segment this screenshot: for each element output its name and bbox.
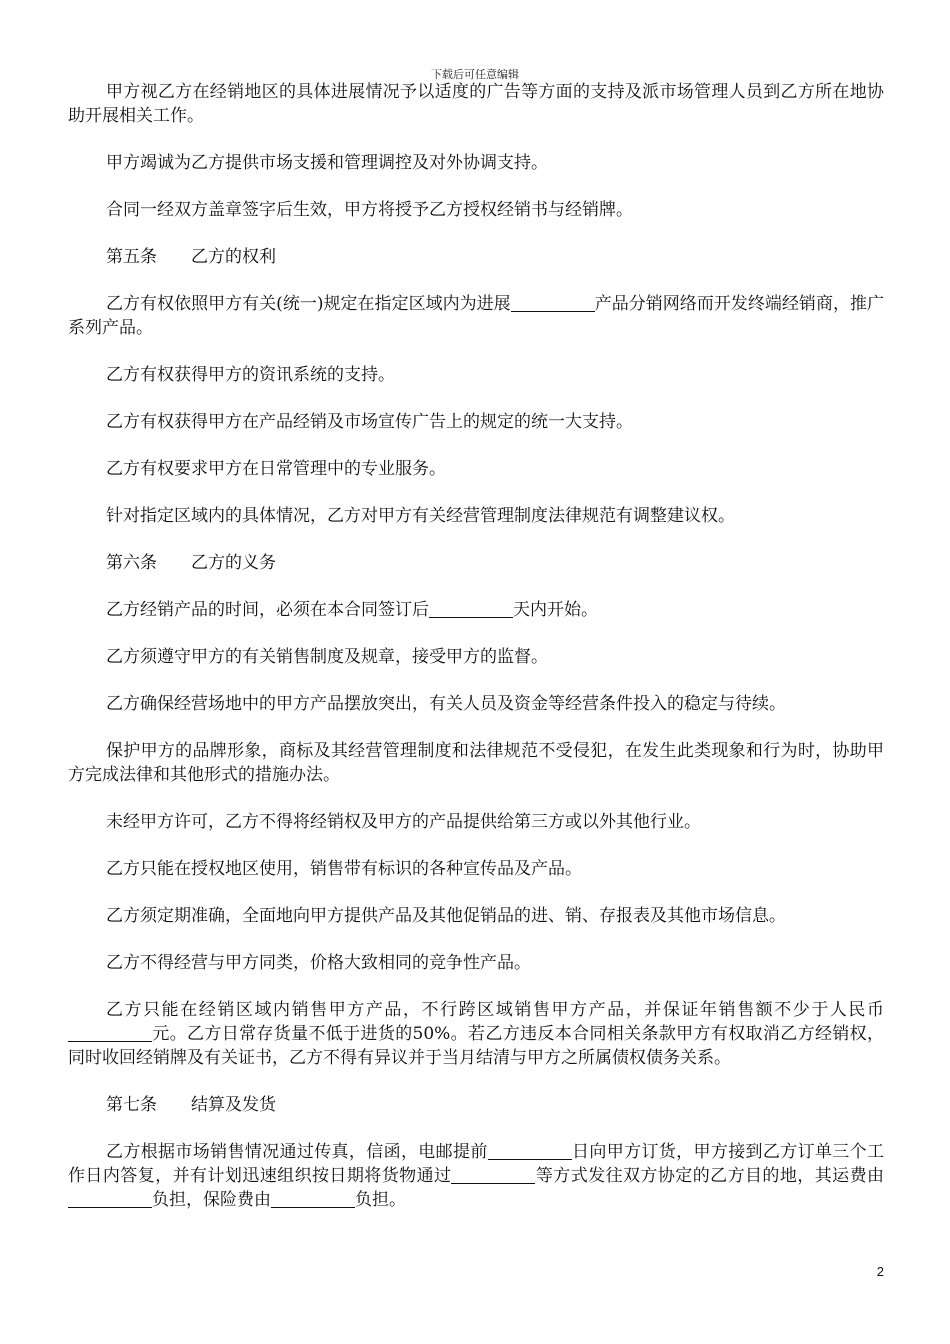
text-segment: 乙方经销产品的时间，必须在本合同签订后 — [106, 600, 429, 620]
paragraph: 甲方竭诚为乙方提供市场支援和管理调控及对外协调支持。 — [106, 153, 548, 173]
paragraph: 乙方只能在授权地区使用，销售带有标识的各种宣传品及产品。 — [106, 859, 582, 879]
paragraph: 保护甲方的品牌形象，商标及其经营管理制度和法律规范不受侵犯，在发生此类现象和行为时，协助甲方完成法律和其他形式的措施办法。 — [68, 741, 884, 785]
page-number: 2 — [876, 1264, 884, 1279]
text-segment: 天内开始。 — [513, 600, 598, 620]
paragraph: 未经甲方许可，乙方不得将经销权及甲方的产品提供给第三方或以外其他行业。 — [106, 812, 701, 832]
paragraph: 乙方须定期准确，全面地向甲方提供产品及其他促销品的进、销、存报表及其他市场信息。 — [106, 906, 786, 926]
paragraph — [68, 292, 884, 340]
paragraph: 乙方须遵守甲方的有关销售制度及规章，接受甲方的监督。 — [106, 647, 548, 667]
paragraph: 乙方不得经营与甲方同类，价格大致相同的竞争性产品。 — [106, 953, 531, 973]
paragraph: 乙方有权要求甲方在日常管理中的专业服务。 — [106, 459, 446, 479]
article-heading-5 — [68, 245, 884, 269]
article-number: 第五条 — [106, 247, 157, 267]
text-segment: 负担。 — [355, 1190, 406, 1210]
text-segment: 日向甲方订货，甲方接到乙方订单三个工作日内答复，并有计划迅速组织按日期将货物通过 — [68, 1142, 885, 1186]
document-body — [68, 80, 884, 1235]
fill-blank — [429, 600, 513, 618]
article-number: 第六条 — [106, 553, 157, 573]
paragraph: 乙方确保经营场地中的甲方产品摆放突出，有关人员及资金等经营条件投入的稳定与待续。 — [106, 694, 786, 714]
fill-blank — [68, 1190, 152, 1208]
paragraph — [68, 598, 884, 622]
paragraph: 合同一经双方盖章签字后生效，甲方将授予乙方授权经销书与经销牌。 — [106, 200, 633, 220]
text-segment: 负担，保险费由 — [152, 1190, 271, 1210]
paragraph: 针对指定区域内的具体情况，乙方对甲方有关经营管理制度法律规范有调整建议权。 — [106, 506, 735, 526]
fill-blank — [271, 1190, 355, 1208]
article-title: 结算及发货 — [191, 1095, 276, 1115]
fill-blank — [511, 294, 595, 312]
paragraph: 乙方有权获得甲方在产品经销及市场宣传广告上的规定的统一大支持。 — [106, 412, 633, 432]
paragraph — [68, 998, 884, 1070]
article-heading-6 — [68, 551, 884, 575]
header-note: 下载后可任意编辑 — [431, 68, 519, 81]
article-heading-7 — [68, 1093, 884, 1117]
text-segment: 产品分销网络而开发终端经销商，推广系列产品。 — [68, 294, 884, 338]
paragraph — [68, 1140, 884, 1212]
text-segment: 元。乙方日常存货量不低于进货的50%。若乙方违反本合同相关条款甲方有权取消乙方经销权，同时收回经销牌及有关证书，乙方不得有异议并于当月结清与甲方之所属债权债务关系。 — [68, 1024, 884, 1068]
fill-blank — [68, 1024, 152, 1042]
paragraph: 乙方有权获得甲方的资讯系统的支持。 — [106, 365, 395, 385]
article-number: 第七条 — [106, 1095, 157, 1115]
article-title: 乙方的权利 — [191, 247, 276, 267]
text-segment: 乙方有权依照甲方有关(统一)规定在指定区域内为进展 — [106, 294, 511, 314]
text-segment: 乙方只能在经销区域内销售甲方产品，不行跨区域销售甲方产品，并保证年销售额不少于人民币 — [106, 1000, 884, 1020]
paragraph: 甲方视乙方在经销地区的具体进展情况予以适度的广告等方面的支持及派市场管理人员到乙方所在地协助开展相关工作。 — [68, 82, 884, 126]
article-title: 乙方的义务 — [191, 553, 276, 573]
fill-blank — [488, 1142, 572, 1160]
text-segment: 乙方根据市场销售情况通过传真，信函，电邮提前 — [106, 1142, 488, 1162]
text-segment: 等方式发往双方协定的乙方目的地，其运费由 — [535, 1166, 885, 1186]
fill-blank — [451, 1166, 535, 1184]
